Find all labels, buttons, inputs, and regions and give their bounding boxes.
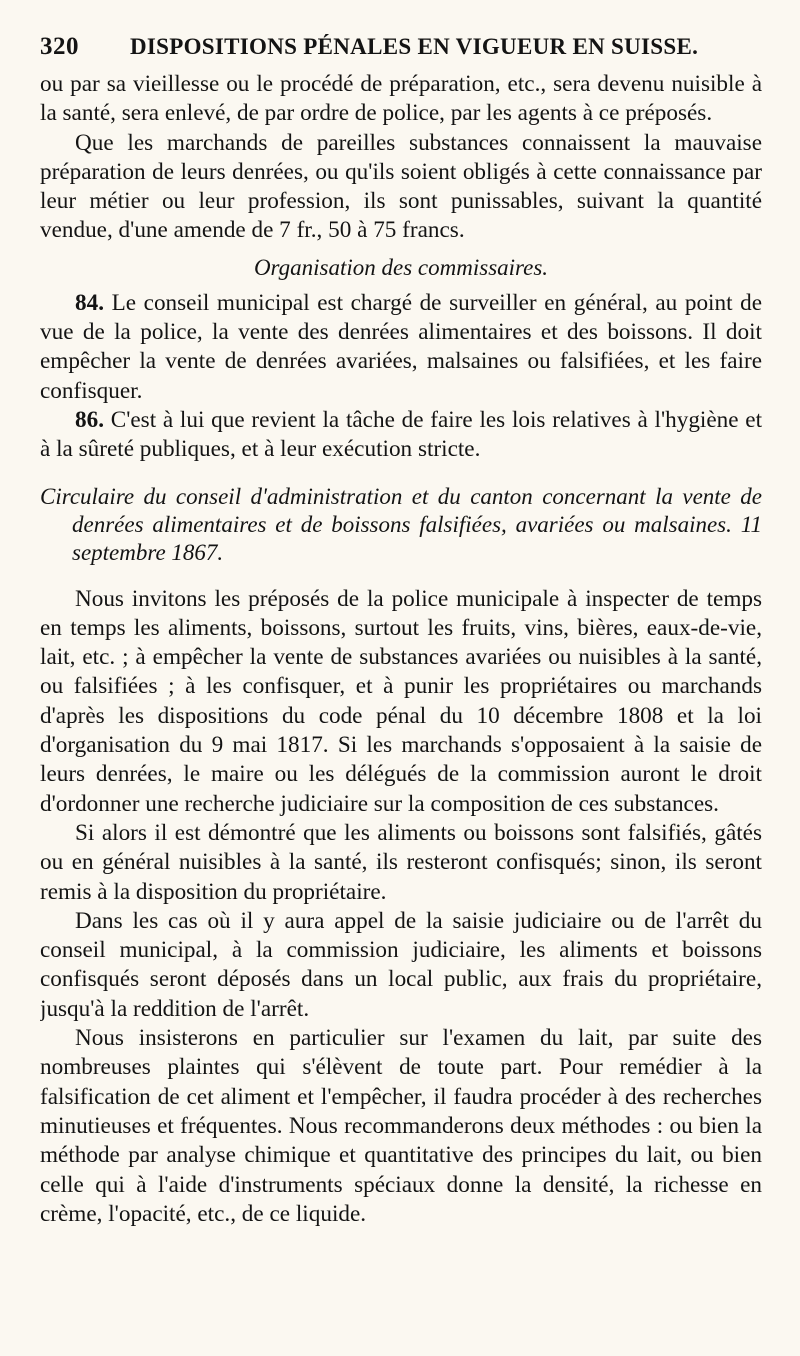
article-text: C'est à lui que revient la tâche de faire les lois relatives à l'hygiène et à la sûreté publiques, et à leur exécution stricte. xyxy=(40,406,762,463)
body-paragraph: Dans les cas où il y aura appel de la saisie judiciaire ou de l'arrêt du conseil municipal, à la commission judiciaire, les aliments et boissons confisqués seront déposés dans un local public, aux frais du propriétaire, jusqu'à la reddition de l'arrêt. xyxy=(40,907,762,1022)
article-86 xyxy=(40,406,762,465)
section-heading: Organisation des commissaires. xyxy=(253,254,549,280)
circular-title xyxy=(40,483,762,567)
article-number: 84. xyxy=(75,289,104,316)
body-paragraph: Nous insisterons en particulier sur l'examen du lait, par suite des nombreuses plaintes qui s'élèvent de toute part. Pour remédier à la falsification de cet aliment et l'empêcher, il faudra procéder à des recherches minutieuses et fréquentes. Nous recommanderons deux méthodes : ou bien la méthode par analyse chimique et quantitative des principes du lait, ou bien celle qui à l'aide d'instruments spéciaux donne la densité, la richesse en crème, l'opacité, etc., de ce liquide. xyxy=(40,1025,762,1227)
book-page xyxy=(40,24,762,1334)
article-number: 86. xyxy=(75,406,104,433)
page-number: 320 xyxy=(40,33,79,60)
article-84 xyxy=(40,289,762,406)
article-text: Le conseil municipal est chargé de surveiller en général, au point de vue de la police, la vente des denrées alimentaires et des boissons. Il doit empêcher la vente de denrées avariées, malsaines ou falsifiées, et les faire confisquer. xyxy=(40,289,762,404)
circular-title-text: Circulaire du conseil d'administration et du canton concernant la vente de denrées alimentaires et de boissons falsifiées, avariées ou malsaines. xyxy=(40,483,762,537)
body-paragraph: Si alors il est démontré que les aliments ou boissons sont falsifiés, gâtés ou en général nuisibles à la santé, ils resteront confisqués; sinon, ils seront remis à la disposition du propriétaire. xyxy=(40,819,762,905)
paragraph-merchants: Que les marchands de pareilles substances connaissent la mauvaise préparation de leurs denrées, ou qu'ils soient obligés à cette connaissance par leur métier ou leur profession, ils sont punissables, suivant la quantité vendue, d'une amende de 7 fr., 50 à 75 francs. xyxy=(40,129,762,244)
body-paragraph: Nous invitons les préposés de la police municipale à inspecter de temps en temps les aliments, boissons, surtout les fruits, vins, bières, eaux-de-vie, lait, etc. ; à empêcher la vente de substances avariées ou nuisibles à la santé, ou falsifiées ; à les confisquer, et à punir les propriétaires ou marchands d'après les dispositions du code pénal du 10 décembre 1808 et la loi d'organisation du 9 mai 1817. Si les marchands s'opposaient à la saisie de leurs denrées, le maire ou les délégués de la commission auront le droit d'ordonner une recherche judiciaire sur la composition de ces substances. xyxy=(40,585,762,817)
circular-date: 11 septembre 1867. xyxy=(72,511,762,565)
running-header xyxy=(40,24,762,70)
paragraph-continuation: ou par sa vieillesse ou le procédé de préparation, etc., sera devenu nuisible à la santé, sera enlevé, de par ordre de police, par les agents à ce préposés. xyxy=(40,71,762,127)
running-title: DISPOSITIONS PÉNALES EN VIGUEUR EN SUISSE. xyxy=(130,34,699,59)
